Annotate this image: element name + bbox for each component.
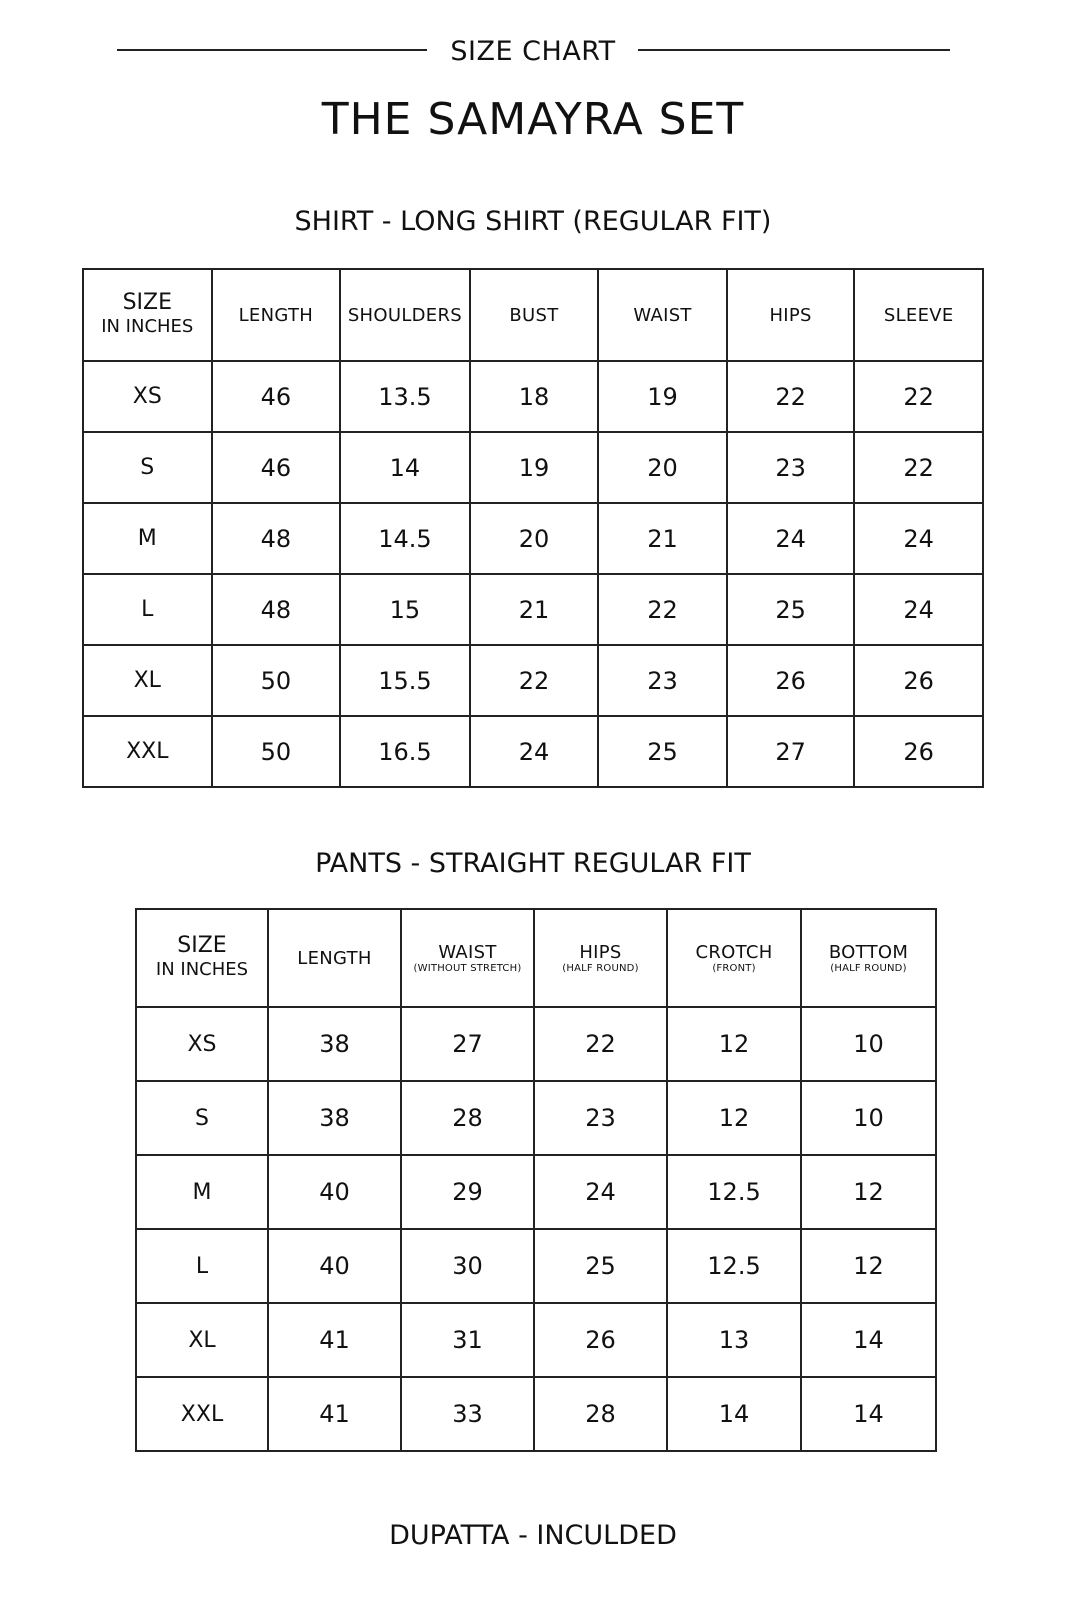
value-cell: 12	[667, 1007, 801, 1081]
value-cell: 48	[212, 503, 341, 574]
table-row	[136, 1377, 936, 1451]
value-cell: 24	[854, 503, 983, 574]
value-cell: 25	[534, 1229, 667, 1303]
value-cell: 10	[801, 1081, 936, 1155]
value-cell: 25	[727, 574, 855, 645]
value-cell: 21	[598, 503, 727, 574]
value-cell: 22	[598, 574, 727, 645]
value-cell: 12	[801, 1229, 936, 1303]
value-cell: 22	[470, 645, 599, 716]
pants-col-waist-note: (WITHOUT STRETCH)	[413, 963, 522, 974]
pants-col-length-label: LENGTH	[297, 947, 372, 969]
value-cell: 38	[268, 1007, 401, 1081]
table-row	[136, 1303, 936, 1377]
value-cell: 38	[268, 1081, 401, 1155]
value-cell: 26	[534, 1303, 667, 1377]
size-cell: XS	[83, 361, 212, 432]
size-cell: L	[136, 1229, 268, 1303]
value-cell: 24	[534, 1155, 667, 1229]
pants-col-bottom	[801, 909, 936, 1007]
value-cell: 14	[801, 1377, 936, 1451]
value-cell: 30	[401, 1229, 534, 1303]
value-cell: 20	[598, 432, 727, 503]
size-cell: L	[83, 574, 212, 645]
page-title: THE SAMAYRA SET	[321, 94, 745, 145]
value-cell: 41	[268, 1303, 401, 1377]
shirt-col-length: LENGTH	[212, 269, 341, 361]
value-cell: 50	[212, 716, 341, 787]
table-row	[136, 1229, 936, 1303]
shirt-col-hips: HIPS	[727, 269, 855, 361]
pants-col-waist	[401, 909, 534, 1007]
value-cell: 26	[854, 716, 983, 787]
size-cell: M	[136, 1155, 268, 1229]
shirt-size-header-unit: IN INCHES	[101, 316, 194, 337]
shirt-size-header-label: SIZE	[122, 290, 172, 315]
pants-col-crotch	[667, 909, 801, 1007]
size-cell: XXL	[136, 1377, 268, 1451]
value-cell: 29	[401, 1155, 534, 1229]
value-cell: 19	[470, 432, 599, 503]
shirt-header-row	[83, 269, 983, 361]
value-cell: 22	[534, 1007, 667, 1081]
value-cell: 40	[268, 1229, 401, 1303]
value-cell: 48	[212, 574, 341, 645]
value-cell: 12	[801, 1155, 936, 1229]
value-cell: 28	[534, 1377, 667, 1451]
size-cell: XL	[136, 1303, 268, 1377]
pants-section-title: PANTS - STRAIGHT REGULAR FIT	[315, 848, 751, 879]
value-cell: 20	[470, 503, 599, 574]
value-cell: 27	[401, 1007, 534, 1081]
table-row	[83, 716, 983, 787]
value-cell: 27	[727, 716, 855, 787]
value-cell: 26	[854, 645, 983, 716]
value-cell: 13	[667, 1303, 801, 1377]
shirt-size-header	[83, 269, 212, 361]
value-cell: 12.5	[667, 1155, 801, 1229]
value-cell: 22	[854, 432, 983, 503]
shirt-col-shoulders: SHOULDERS	[340, 269, 470, 361]
value-cell: 14	[667, 1377, 801, 1451]
value-cell: 16.5	[340, 716, 470, 787]
value-cell: 10	[801, 1007, 936, 1081]
shirt-section-title: SHIRT - LONG SHIRT (REGULAR FIT)	[294, 206, 772, 237]
size-cell: S	[83, 432, 212, 503]
size-cell: M	[83, 503, 212, 574]
size-chart-label: SIZE CHART	[450, 36, 616, 67]
value-cell: 25	[598, 716, 727, 787]
pants-col-bottom-label: BOTTOM	[828, 942, 909, 963]
value-cell: 40	[268, 1155, 401, 1229]
pants-header-row	[136, 909, 936, 1007]
table-row	[83, 361, 983, 432]
pants-col-hips-label: HIPS	[579, 942, 622, 963]
value-cell: 14	[801, 1303, 936, 1377]
pants-col-crotch-label: CROTCH	[695, 942, 773, 963]
value-cell: 19	[598, 361, 727, 432]
pants-col-hips	[534, 909, 667, 1007]
table-row	[136, 1081, 936, 1155]
table-row	[83, 574, 983, 645]
pants-size-header-label: SIZE	[177, 933, 227, 958]
size-cell: XXL	[83, 716, 212, 787]
pants-col-bottom-note: (HALF ROUND)	[830, 963, 907, 974]
value-cell: 24	[727, 503, 855, 574]
value-cell: 31	[401, 1303, 534, 1377]
pants-size-table	[135, 908, 937, 1452]
value-cell: 24	[470, 716, 599, 787]
value-cell: 41	[268, 1377, 401, 1451]
value-cell: 12.5	[667, 1229, 801, 1303]
value-cell: 23	[534, 1081, 667, 1155]
shirt-col-waist: WAIST	[598, 269, 727, 361]
value-cell: 26	[727, 645, 855, 716]
table-row	[83, 432, 983, 503]
pants-col-waist-label: WAIST	[438, 942, 497, 963]
value-cell: 22	[727, 361, 855, 432]
value-cell: 15	[340, 574, 470, 645]
pants-size-header	[136, 909, 268, 1007]
value-cell: 13.5	[340, 361, 470, 432]
size-cell: S	[136, 1081, 268, 1155]
value-cell: 12	[667, 1081, 801, 1155]
size-cell: XL	[83, 645, 212, 716]
pants-col-hips-note: (HALF ROUND)	[562, 963, 639, 974]
value-cell: 14	[340, 432, 470, 503]
value-cell: 23	[598, 645, 727, 716]
size-cell: XS	[136, 1007, 268, 1081]
value-cell: 50	[212, 645, 341, 716]
value-cell: 33	[401, 1377, 534, 1451]
shirt-col-sleeve: SLEEVE	[854, 269, 983, 361]
shirt-col-bust: BUST	[470, 269, 599, 361]
value-cell: 14.5	[340, 503, 470, 574]
pants-col-length	[268, 909, 401, 1007]
value-cell: 46	[212, 432, 341, 503]
table-row	[136, 1007, 936, 1081]
shirt-size-table	[82, 268, 984, 788]
pants-size-header-unit: IN INCHES	[155, 959, 249, 980]
value-cell: 21	[470, 574, 599, 645]
value-cell: 18	[470, 361, 599, 432]
pants-col-crotch-note: (FRONT)	[712, 963, 756, 974]
table-row	[83, 645, 983, 716]
value-cell: 24	[854, 574, 983, 645]
value-cell: 15.5	[340, 645, 470, 716]
value-cell: 46	[212, 361, 341, 432]
table-row	[83, 503, 983, 574]
table-row	[136, 1155, 936, 1229]
value-cell: 22	[854, 361, 983, 432]
value-cell: 23	[727, 432, 855, 503]
dupatta-note: DUPATTA - INCULDED	[389, 1520, 677, 1551]
value-cell: 28	[401, 1081, 534, 1155]
